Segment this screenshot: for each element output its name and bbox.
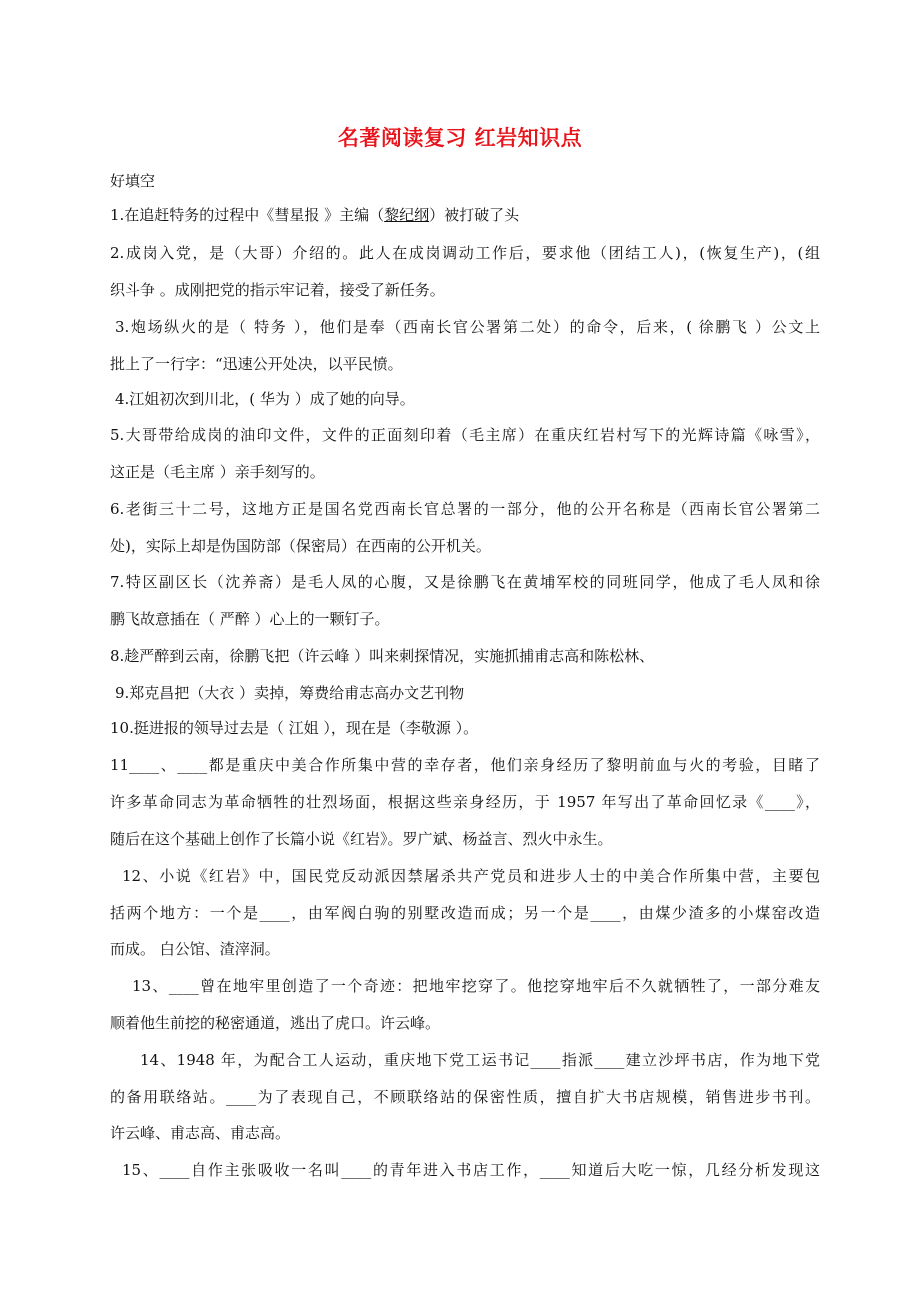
question-11-line-3: 随后在这个基础上创作了长篇小说《红岩》。罗广斌、杨益言、烈火中永生。 [110,830,613,848]
question-3-line-1: 3.炮场纵火的是（ 特务 ），他们是奉（西南长官公署第二处）的命令，后来，( 徐鹏飞 ）公文上 [115,318,820,336]
page-title: 名著阅读复习 红岩知识点 [337,126,583,150]
question-2-line-2: 织斗争 。成刚把党的指示牢记着，接受了新任务。 [110,281,445,299]
section-heading: 好填空 [110,172,156,190]
question-12-line-1: 12、小说《红岩》中，国民党反动派因禁屠杀共产党员和进步人士的中美合作所集中营，主要包 [122,867,820,885]
question-3-line-2: 批上了一行字：“迅速公开处决，以平民愤。 [110,355,403,373]
question-14-line-1: 14、1948 年，为配合工人运动，重庆地下党工运书记____指派____建立沙坪书店，作为地下党 [140,1051,820,1069]
question-13-line-1: 13、____曾在地牢里创造了一个奇迹：把地牢挖穿了。他挖穿地牢后不久就牺牲了，一部分难友 [132,977,820,995]
question-6-line-1: 6.老街三十二号，这地方正是国名党西南长官总署的一部分，他的公开名称是（西南长官公署第二 [110,500,820,518]
question-7-line-2: 鹏飞故意插在（ 严醉 ）心上的一颗钉子。 [110,610,390,628]
question-15-line-1: 15、____自作主张吸收一名叫____的青年进入书店工作，____知道后大吃一惊，几经分析发现这 [122,1161,820,1179]
question-14-line-2: 的备用联络站。____为了表现自己，不顾联络站的保密性质，擅自扩大书店规模，销售进步书刊。 [110,1088,820,1106]
question-13-line-2: 顺着他生前挖的秘密通道，逃出了虎口。许云峰。 [110,1014,441,1032]
question-14-line-3: 许云峰、甫志高、甫志高。 [110,1124,291,1142]
text: ）被打破了头 [429,206,520,224]
question-10: 10.挺进报的领导过去是（ 江姐 ），现在是（李敬源 ）。 [110,719,479,737]
question-1-line-1 [110,205,820,225]
text: 1.在追赶特务的过程中《彗星报 》主编（ [110,206,385,224]
underlined-answer: 黎纪纲 [384,206,430,224]
question-12-line-2: 括两个地方：一个是____，由军阀白驹的别墅改造而成；另一个是____，由煤少渣多的小煤窑改造 [110,904,820,922]
question-2-line-1: 2.成岗入党，是（大哥）介绍的。此人在成岗调动工作后，要求他（团结工人)，(恢复生产)，(组 [110,244,820,262]
question-11-line-2: 许多革命同志为革命牺牲的壮烈场面，根据这些亲身经历，于 1957 年写出了革命回忆录《____》， [110,793,820,811]
question-12-line-3: 而成。 白公馆、渣滓洞。 [110,940,280,958]
question-5-line-1: 5.大哥带给成岗的油印文件，文件的正面刻印着（毛主席）在重庆红岩村写下的光辉诗篇《咏雪》， [110,426,820,444]
question-9: 9.郑克昌把（大衣 ）卖掉，筹费给甫志高办文艺刊物 [115,684,465,702]
question-5-line-2: 这正是（毛主席 ）亲手刻写的。 [110,463,325,481]
question-7-line-1: 7.特区副区长（沈养斋）是毛人凤的心腹，又是徐鹏飞在黄埔军校的同班同学，他成了毛人凤和徐 [110,573,820,591]
question-6-line-2: 处)，实际上却是伪国防部（保密局）在西南的公开机关。 [110,537,491,555]
question-8: 8.趁严醉到云南，徐鹏飞把（许云峰 ）叫来刺探情况，实施抓捕甫志高和陈松林、 [110,647,655,665]
question-11-line-1: 11____、____都是重庆中美合作所集中营的幸存者，他们亲身经历了黎明前血与火的考验，目睹了 [110,756,820,774]
question-4: 4.江姐初次到川北，( 华为 ）成了她的向导。 [115,390,415,408]
